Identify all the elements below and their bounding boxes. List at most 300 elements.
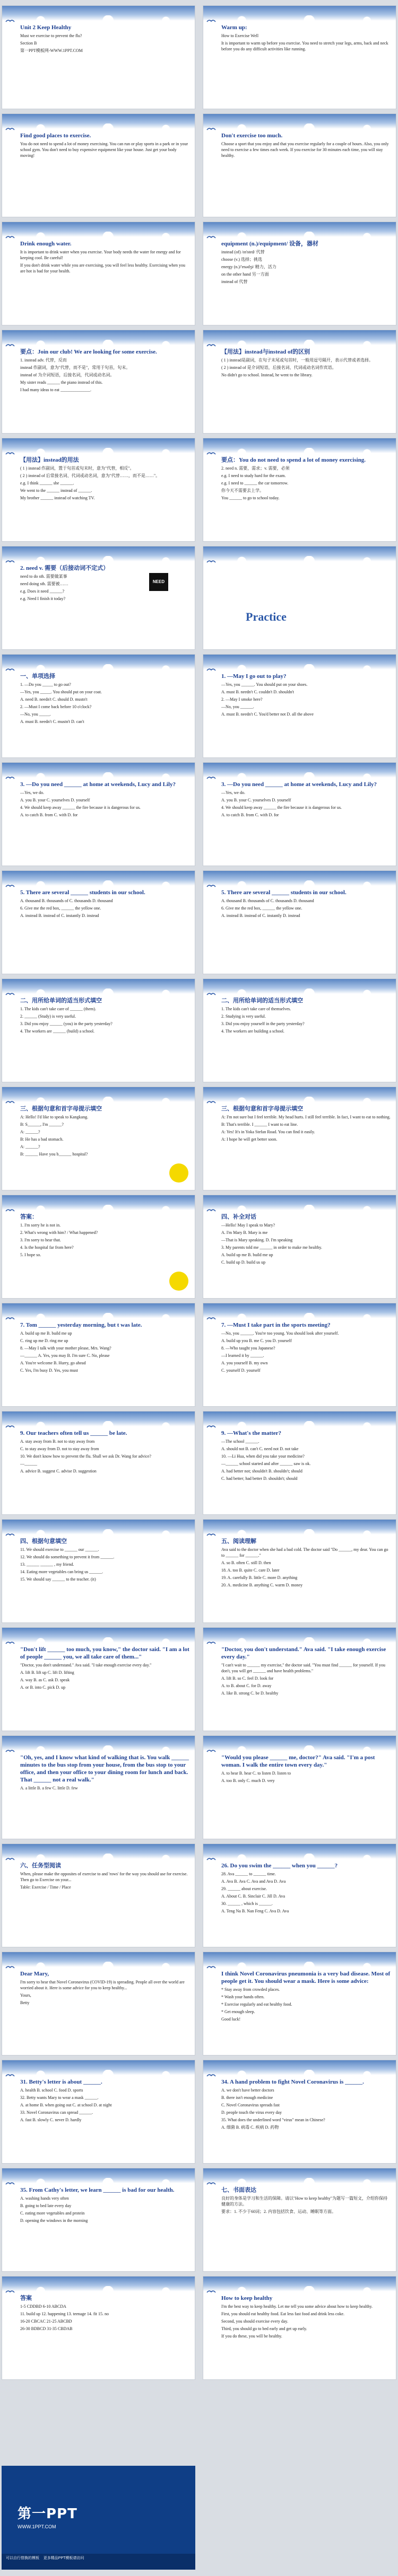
slide-text-line: A. lift B. lift up C. lift D. lifting	[20, 1670, 74, 1675]
bird-icon	[206, 1424, 216, 1430]
slide-body	[20, 1538, 189, 1619]
slide-text-line: C. Yes, I'm busy D. Yes, you must	[20, 1368, 78, 1373]
slide-sky-header	[2, 114, 195, 129]
slide-sky-header	[203, 979, 396, 994]
slide-thumbnail-18[interactable]	[203, 870, 396, 974]
slide-text-line: 第一PPT模板网-WWW.1PPT.COM	[20, 48, 83, 53]
slide-thumbnail-25[interactable]	[2, 1303, 195, 1407]
slide-text-line: A. way B. as C. ask D. speak	[20, 1678, 70, 1682]
slide-heading: "Oh, yes, and I know what kind of walking that is. You walk ______ minutes to the bus stop from your house, from the bus stop to your office, and then your office to your dining room for lunch and back. That ______ not a real walk."	[20, 1754, 189, 1783]
bird-icon	[5, 775, 15, 781]
slide-thumbnail-43[interactable]	[2, 2276, 195, 2380]
slide-sky-header	[203, 1303, 396, 1318]
slide-body	[221, 1213, 391, 1295]
slide-body	[20, 456, 189, 538]
slide-text-line: —Yes, we do.	[221, 790, 245, 795]
slide-text-line: A. fast B. slowly C. never D. hardly	[20, 2118, 82, 2122]
slide-text-line: Choose a sport that you enjoy and that you exercise regularly for a couple of hours. Also, you only need to exercise a few times each week. If you exercise for 30 minutes each time, you will stay healthy.	[221, 142, 389, 158]
slide-text-line: B: S______, I'm ______?	[20, 1122, 64, 1127]
slide-text-line: B: That's terrible. I ______ I want to eat line.	[221, 1122, 298, 1127]
slide-text-line: 2. ______ (Study) is very useful.	[20, 1014, 76, 1019]
slide-text-line: 4. The workers are ______ (build) a school.	[20, 1029, 95, 1034]
slide-text-line: 32. Betty wants Mary to wear a mask ______.	[20, 2095, 99, 2100]
slide-text-line: A. About C. B. Sinclair C. Jill D. Ava	[221, 1894, 285, 1899]
slide-text-line: 6. Give me the red box, ______ the yellow one.	[20, 906, 101, 911]
slide-thumbnail-40[interactable]	[203, 2060, 396, 2164]
slide-text-line: "I can't wait to ______ my exercise," the doctor said. "You must find ______ for yourself. If you don't, you will get ______ and have health problems."	[221, 1663, 386, 1673]
slide-text-line: 3. I'm sorry to hear that.	[20, 1238, 61, 1242]
slide-text-line: 1. The kids can't take care of themselves.	[221, 1007, 291, 1011]
slide-text-line: A: I hope he will get better soon.	[221, 1137, 278, 1142]
slide-thumbnail-41[interactable]	[2, 2168, 195, 2272]
slide-sky-header	[2, 2277, 195, 2291]
slide-text-line: Ava said to the doctor when she had a bad cold. The doctor said "Do ______, my dear. You can go to ______ for ______."	[221, 1547, 388, 1558]
slide-text-line: A. You're welcome B. Hurry, go ahead	[20, 1361, 86, 1365]
slide-heading: Warm up:	[221, 24, 247, 31]
slide-text-line: My sister reads ______ the piano instead of this.	[20, 380, 103, 385]
slide-text-line: —Yes, we do.	[20, 790, 44, 795]
slide-text-line: D. opening the windows in the morning	[20, 2218, 88, 2223]
slide-text-line: A. to hear B. hear C. to listen D. listen to	[221, 1771, 291, 1776]
slide-heading: 3. —Do you need ______ at home at weekends, Lucy and Lily?	[221, 781, 377, 788]
slide-text-line: instead 作副词，意为"代替，而不是"，常用于句首，句末。	[20, 365, 131, 370]
slide-heading: "Doctor, you don't understand." Ava said. "I take enough exercise every day."	[221, 1646, 386, 1660]
slide-text-line: A. build up you B. me C. you D. yourself	[221, 1338, 292, 1343]
slide-text-line: on the other hand 另一方面	[221, 272, 269, 277]
slide-thumbnail-38[interactable]	[203, 1952, 396, 2055]
slide-text-line: 2. —Must I come back before 10 o'clock?	[20, 704, 92, 709]
slide-thumbnail-4[interactable]	[203, 113, 396, 217]
slide-sky-header	[203, 438, 396, 453]
bird-icon	[5, 1316, 15, 1321]
slide-thumbnail-7[interactable]	[2, 330, 195, 434]
need-image: NEED	[149, 573, 168, 591]
bird-icon	[5, 2181, 15, 2186]
slide-text-line: 29. ______ about exercise.	[221, 1886, 267, 1891]
slide-heading: 5. There are several ______ students in our school.	[20, 889, 145, 896]
slide-thumbnail-2[interactable]	[203, 5, 396, 109]
slide-text-line: It is important to warm up before you exercise. You need to stretch your legs, arms, back and neck before you do any difficult activities like running.	[221, 41, 388, 51]
slide-sky-header	[2, 871, 195, 886]
slide-heading: 二、用所给单词的适当形式填空	[20, 998, 102, 1004]
slide-body	[221, 240, 391, 322]
bird-icon	[206, 1640, 216, 1646]
bird-icon	[5, 884, 15, 889]
bird-icon	[5, 19, 15, 24]
slide-text-line: A. to B. about C. for D. away	[221, 1683, 272, 1688]
bird-icon	[5, 559, 15, 564]
slide-body	[221, 1430, 391, 1511]
slide-thumbnail-14[interactable]	[203, 654, 396, 758]
slide-sky-header	[2, 1303, 195, 1318]
slide-text-line: A. to catch B. from C. with D. for	[20, 813, 78, 817]
slide-text-line: We went to the ______ instead of ______.	[20, 488, 92, 493]
bird-icon	[5, 1532, 15, 1538]
slide-thumbnail-44[interactable]	[203, 2276, 396, 2380]
slide-text-line: A. lift B. so C. feel D. look for	[221, 1676, 274, 1681]
slide-text-line: I had many ideas to eat ______________.	[20, 387, 91, 392]
slide-sky-header	[203, 546, 396, 561]
slide-text-line: 1. The kids can't take care of ______ (them).	[20, 1007, 97, 1011]
slide-body	[20, 24, 189, 105]
slide-text-line: B: He has a bad stomach.	[20, 1137, 64, 1142]
slide-text-line: A. you B. your C. yourselves D. yourself	[20, 798, 90, 802]
slide-thumbnail-22[interactable]	[203, 1087, 396, 1190]
slide-sky-header	[203, 2168, 396, 2183]
slide-sky-header	[2, 1520, 195, 1534]
slide-sky-header	[203, 1952, 396, 1967]
slide-text-line: 19. A. carefully B. little C. more D. anything	[221, 1575, 298, 1580]
slide-body	[221, 2078, 391, 2160]
slide-text-line: 11. We should exercise to ______ our ______.	[20, 1547, 99, 1552]
slide-text-line: A. stay away from B. not to stay away from	[20, 1439, 95, 1444]
slide-text-line: 18. A. too B. quite C. care D. later	[221, 1568, 280, 1573]
bird-icon	[206, 992, 216, 997]
slide-body	[221, 997, 391, 1079]
slide-text-line: Yours,	[20, 1993, 31, 1998]
slide-text-line: A. instead B. instead of C. instantly D. instead	[20, 913, 99, 918]
cartoon-face-icon	[169, 1272, 188, 1291]
slide-thumbnail-29[interactable]	[2, 1519, 195, 1623]
slide-text-line: 6. Give me the red box, ______ the yellow one.	[221, 906, 302, 911]
slide-sky-header	[2, 979, 195, 994]
slide-thumbnail-30[interactable]	[203, 1519, 396, 1623]
slide-sky-header	[203, 1195, 396, 1210]
slide-text-line: 8. —Who taught you Japanese?	[221, 1346, 275, 1351]
slide-body	[20, 997, 189, 1079]
slide-body	[221, 348, 391, 430]
slide-body	[20, 1754, 189, 1836]
footer-bar-right: 更多精品PPT模板请访问	[43, 2556, 84, 2560]
slide-sky-header	[2, 330, 195, 345]
slide-text-line: A. you B. your C. yourselves D. yourself	[221, 798, 291, 802]
slide-thumbnail-31[interactable]	[2, 1627, 195, 1731]
slide-heading: 【用法】instead的用法	[20, 457, 79, 463]
slide-sky-header	[203, 2277, 396, 2291]
slide-text-line: 10. We don't know how to prevent the flu. Shall we ask Dr. Wang for advice?	[20, 1454, 151, 1459]
slide-sky-header	[203, 222, 396, 237]
slide-thumbnail-32[interactable]	[203, 1627, 396, 1731]
slide-thumbnail-24[interactable]	[203, 1195, 396, 1299]
bird-icon	[5, 1424, 15, 1430]
bird-icon	[206, 1965, 216, 1970]
slide-sky-header	[203, 1520, 396, 1534]
slide-heading: 1. —May I go out to play?	[221, 673, 287, 680]
slide-text-line: 1. —Do you _____ to go out?	[20, 682, 71, 687]
slide-heading: 35. From Cathy's letter, we learn ______ is bad for our health.	[20, 2187, 175, 2193]
slide-thumbnail-16[interactable]	[203, 762, 396, 866]
slide-sky-header	[2, 1195, 195, 1210]
slide-body	[221, 1970, 391, 2052]
slide-thumbnail-23[interactable]	[2, 1195, 195, 1299]
slide-text-line: Third, you should go to bed early and get up early.	[221, 2326, 307, 2331]
slide-sky-header	[2, 1952, 195, 1967]
bird-icon	[206, 19, 216, 24]
slide-text-line: First, you should eat healthy food. Eat less fast food and drink less coke.	[221, 2312, 344, 2316]
slide-heading: 要点：Join our club! We are looking for some exercise.	[20, 349, 157, 355]
slide-heading: 7. Tom ______ yesterday morning, but t was late.	[20, 1322, 142, 1328]
slide-body	[20, 348, 189, 430]
slide-body	[221, 1754, 391, 1836]
slide-thumbnail-33[interactable]	[2, 1735, 195, 1839]
slide-thumbnail-39[interactable]	[2, 2060, 195, 2164]
slide-text-line: ( 2 ) instead of 是介词短语，后接名词、代词或动名词作宾语。	[221, 365, 336, 370]
slide-body	[20, 2078, 189, 2160]
slide-text-line: 4. Is the hospital far from here?	[20, 1245, 74, 1250]
slide-body	[221, 456, 391, 538]
slide-text-line: A. 细菌 B. 病毒 C. 疾病 D. 药物	[221, 2125, 279, 2130]
slide-text-line: A. thousand B. thousands of C. thousands D. thousand	[221, 898, 314, 903]
bird-icon	[5, 2289, 15, 2295]
slide-thumbnail-20[interactable]	[203, 978, 396, 1082]
slide-text-line: You ______ to go to school today.	[221, 496, 280, 500]
slide-text-line: 4. The workers are building a school.	[221, 1029, 284, 1034]
slide-sky-header	[2, 1736, 195, 1751]
slide-heading: "Don't lift ______ too much, you know," the doctor said. "I am a lot of people ______ you, we all take care of them..."	[20, 1646, 189, 1660]
slide-text-line: A. must B. needn't C. You'd better not D. all the above	[221, 712, 314, 717]
slide-sky-header	[203, 114, 396, 129]
slide-thumbnail-8[interactable]	[203, 330, 396, 434]
slide-thumbnail-17[interactable]	[2, 870, 195, 974]
bird-icon	[206, 1316, 216, 1321]
slide-text-line: A. Ava B. Ava C. Ava and Ava D. Ava	[221, 1879, 286, 1884]
bird-icon	[5, 343, 15, 348]
slide-text-line: —The school ______.	[221, 1439, 259, 1444]
slide-text-line: e.g. Does it need ______?	[20, 589, 65, 594]
bird-icon	[206, 1100, 216, 1105]
slide-body	[20, 1213, 189, 1295]
slide-heading: 要点：You do not need to spend a lot of money exercising.	[221, 457, 366, 463]
bird-icon	[206, 2073, 216, 2078]
slide-text-line: A. thousand B. thousands of C. thousands D. thousand	[20, 898, 113, 903]
slide-text-line: 12. We should do something to prevent it from ______.	[20, 1555, 115, 1559]
slide-heading: Unit 2 Keep Healthy	[20, 24, 72, 31]
practice-title: Practice	[246, 610, 287, 623]
bird-icon	[5, 1208, 15, 1213]
slide-text-line: 1. I'm sorry he is not in.	[20, 1223, 61, 1228]
slide-thumbnail-27[interactable]	[2, 1411, 195, 1515]
slide-thumbnail-5[interactable]	[2, 222, 195, 325]
slide-body	[221, 2295, 391, 2376]
bird-icon	[206, 667, 216, 673]
slide-text-line: A: ______?	[20, 1130, 40, 1134]
slide-text-line: 20. A. medicine B. anything C. warm D. money	[221, 1583, 303, 1587]
slide-text-line: —That is Mary speaking. D. I'm speaking	[221, 1238, 293, 1242]
slide-text-line: —______ school started and after ______ saw is ok.	[221, 1461, 311, 1466]
slide-thumbnail-36[interactable]	[203, 1843, 396, 1947]
slide-text-line: A. too B. only C. much D. very	[221, 1778, 275, 1783]
slide-thumbnail-13[interactable]	[2, 654, 195, 758]
slide-thumbnail-10[interactable]	[203, 438, 396, 542]
slide-heading: Drink enough water.	[20, 241, 72, 247]
footer-bar	[2, 2554, 195, 2570]
footer-panel	[2, 2466, 195, 2570]
bird-icon	[206, 1532, 216, 1538]
slide-heading: equipment (n.)/equipment/ 设备，器材	[221, 241, 319, 247]
slide-text-line: "Doctor, you don't understand." Ava said. "I take enough exercise every day."	[20, 1663, 152, 1668]
bird-icon	[206, 1749, 216, 1754]
slide-text-line: —Yes, you ______. You should put on your shoes.	[221, 682, 308, 687]
slide-text-line: * Stay away from crowded places.	[221, 1987, 280, 1992]
slide-text-line: A: I'm not sure but I feel terrible. My head hurts. I still feel terrible. In fact, I want to eat to nothing.	[221, 1115, 391, 1119]
slide-text-line: ( 1 ) instead 作副词，置于句首或句末时，意为"代替，相反"。	[20, 466, 134, 471]
slide-heading: 三、根据句意和首字母提示填空	[221, 1106, 303, 1112]
footer-url[interactable]: WWW.1PPT.COM	[18, 2524, 56, 2529]
slide-thumbnail-26[interactable]	[203, 1303, 396, 1407]
slide-text-line: 14. Eating more vegetables can bring us ______.	[20, 1569, 103, 1574]
slide-thumbnail-37[interactable]	[2, 1952, 195, 2055]
bird-icon	[5, 127, 15, 132]
slide-text-line: A: Yes! It's in Yoka Stefan Road. You can find it easily.	[221, 1130, 315, 1134]
slide-body	[221, 1862, 391, 1944]
slide-text-line: ( 2 ) instead of 后常接名词、代词或动名词，意为"代替……，而不是……"。	[20, 473, 160, 478]
footer-logo: 第一PPT	[18, 2506, 77, 2522]
bird-icon	[206, 2289, 216, 2295]
slide-text-line: —I learned it by ______.	[221, 1353, 264, 1358]
slide-sky-header	[2, 1087, 195, 1102]
bird-icon	[206, 775, 216, 781]
slide-body	[20, 889, 189, 971]
slide-text-line: 35. What does the underlined word "virus" mean in Chinese?	[221, 2118, 325, 2122]
slide-text-line: A. we don't have better doctors	[221, 2088, 274, 2093]
slide-text-line: 4. We should keep away ______ the fire because it is dangerous for us.	[20, 805, 141, 810]
slide-heading: 9. Our teachers often tell us ______ be late.	[20, 1430, 127, 1436]
slide-sky-header	[203, 330, 396, 345]
slide-text-line: C. ring up me D. ring me up	[20, 1338, 68, 1343]
slide-text-line: A. must B. needn't C. mustn't D. can't	[20, 719, 84, 724]
bird-icon	[5, 1965, 15, 1970]
slide-sky-header	[2, 546, 195, 561]
slide-text-line: A. a little B. a few C. little D. few	[20, 1786, 78, 1790]
slide-sky-header	[203, 1736, 396, 1751]
slide-heading: 【用法】instead与instead of的区别	[221, 349, 310, 355]
slide-body	[221, 1538, 391, 1619]
slide-heading: 2. need v. 需要（后接动词不定式）	[20, 565, 109, 571]
slide-text-line: * Wash your hands often.	[221, 1995, 265, 1999]
slide-thumbnail-19[interactable]	[2, 978, 195, 1082]
slide-text-line: 4. We should keep away ______ the fire because it is dangerous for us.	[221, 805, 342, 810]
slide-text-line: A. instead B. instead of C. instantly D. instead	[221, 913, 300, 918]
slide-text-line: 1. instead adv. 代替，反而	[20, 358, 67, 363]
slide-text-line: A. need B. needn't C. should D. mustn't	[20, 697, 88, 702]
bird-icon	[206, 451, 216, 456]
slide-text-line: A. should not B. can't C. need not D. not take	[221, 1446, 299, 1451]
slide-thumbnail-15[interactable]	[2, 762, 195, 866]
slide-text-line: A. build up me B. build me up	[20, 1331, 72, 1336]
slide-text-line: How to Exercise Well	[221, 33, 259, 38]
slide-thumbnail-6[interactable]	[203, 222, 396, 325]
slide-text-line: A. to catch B. from C. with D. for	[221, 813, 279, 817]
slide-text-line: I'm the best way to keep healthy. Let me tell you some advice about how to keep healthy.	[221, 2304, 373, 2309]
slide-text-line: C. eating more vegetables and protein	[20, 2211, 85, 2216]
slide-thumbnail-42[interactable]	[203, 2168, 396, 2272]
slide-text-line: —______ A. Yes, you may B. I'm sure C. No, please	[20, 1353, 110, 1358]
slide-thumbnail-35[interactable]	[2, 1843, 195, 1947]
slide-text-line: 要求：1. 不少于60词；2. 内容包括饮食、运动、睡眠等方面。	[221, 2209, 336, 2214]
slide-body	[221, 132, 391, 214]
slide-text-line: 2. need n. 需要，需求；v. 需要，必须	[221, 466, 290, 471]
bird-icon	[5, 1640, 15, 1646]
slide-body	[221, 24, 391, 105]
slide-text-line: C. to stay away from D. not to stay away from	[20, 1446, 99, 1451]
slide-sky-header	[2, 438, 195, 453]
slide-thumbnail-11[interactable]	[2, 546, 195, 650]
slide-text-line: A. so B. often C. still D. then	[221, 1560, 271, 1565]
bird-icon	[5, 992, 15, 997]
slide-heading: 五、阅读理解	[221, 1538, 256, 1545]
slide-text-line: choose (v.) 选择；挑选	[221, 257, 263, 262]
slide-sky-header	[203, 763, 396, 778]
slide-thumbnail-3[interactable]	[2, 113, 195, 217]
slide-body	[221, 1321, 391, 1403]
slide-heading: 一、单项选择	[20, 673, 55, 680]
slide-thumbnail-34[interactable]	[203, 1735, 396, 1839]
slide-body	[20, 2186, 189, 2268]
slide-text-line: 2. Studying is very useful.	[221, 1014, 266, 1019]
slide-sky-header	[2, 1628, 195, 1643]
slide-text-line: A. I'm Mary B. Mary is me	[221, 1230, 268, 1235]
slide-text-line: No didn't go to school. Instead, he went to the library.	[221, 373, 313, 377]
slide-text-line: B. there isn't enough medicine	[221, 2095, 273, 2100]
slide-text-line: —Yes, you _____. You should put on your coat.	[20, 690, 102, 694]
slide-text-line: C. Novel Coronavirus spreads fast	[221, 2103, 280, 2107]
slide-body	[221, 2186, 391, 2268]
bird-icon	[206, 884, 216, 889]
slide-text-line: 16-20 CBCAC 21-25 ABCBD	[20, 2319, 72, 2324]
slide-text-line: A. had better not; shouldn't B. shouldn't; should	[221, 1469, 302, 1474]
slide-text-line: * Exercise regularly and eat healthy food.	[221, 2002, 292, 2007]
slide-text-line: 8. —May I talk with your mother please, Mrs. Wang?	[20, 1346, 111, 1351]
slide-text-line: A: Hello! I'd like to speak to Kangkang.	[20, 1115, 89, 1119]
slide-text-line: D. people touch the virus every day	[221, 2110, 282, 2115]
slide-body	[221, 1646, 391, 1727]
bird-icon	[5, 235, 15, 240]
slide-text-line: —No, you _____.	[20, 712, 51, 717]
slide-heading: Don't exercise too much.	[221, 133, 283, 139]
slide-text-line: A. build up me B. build me up	[221, 1252, 273, 1257]
slide-heading: 六、任务型阅读	[20, 1863, 61, 1869]
slide-text-line: C. had better; had better D. shouldn't; should	[221, 1476, 298, 1481]
slide-text-line: instead of 代替	[221, 279, 248, 284]
slide-text-line: 15. We should say ______ to the teacher. (it)	[20, 1577, 96, 1582]
slide-heading: 四、根据句意填空	[20, 1538, 67, 1545]
slide-text-line: If you don't drink water while you are exercising, you will feel less healthy. Exercising when you are hot is bad for your health.	[20, 263, 186, 274]
slide-text-line: C. yourself D. yourself	[221, 1368, 261, 1373]
slide-text-line: energy (n.)/'enədʒi/ 精力，活力	[221, 264, 276, 269]
slide-body	[20, 673, 189, 754]
slide-text-line: e.g. I need to study hard for the exam.	[221, 473, 286, 478]
slide-heading: How to keep healthy	[221, 2295, 273, 2301]
slide-heading: 34. A hand problem to fight Novel Coronavirus is ______.	[221, 2079, 364, 2085]
slide-thumbnail-28[interactable]	[203, 1411, 396, 1515]
slide-thumbnail-1[interactable]	[2, 5, 195, 109]
slide-sky-header	[203, 6, 396, 21]
slide-thumbnail-12[interactable]	[203, 546, 396, 650]
slide-text-line: A. advice B. suggest C. advise D. suggestion	[20, 1469, 97, 1474]
slide-text-line: 3. My parents told me ______ in order to make me healthy.	[221, 1245, 322, 1250]
slide-text-line: 1-5 CDDBD 6-10 ABCDA	[20, 2304, 66, 2309]
slide-heading: Find good places to exercise.	[20, 133, 91, 139]
bird-icon	[206, 559, 216, 564]
slide-text-line: B. going to bed late every day	[20, 2203, 72, 2208]
slide-heading: 26. Do you swim the ______ when you ______?	[221, 1863, 338, 1869]
slide-text-line: Betty	[20, 2000, 30, 2005]
slide-thumbnail-9[interactable]	[2, 438, 195, 542]
slide-text-line: 28. Ava ______ to ______ time.	[221, 1872, 276, 1876]
slide-sky-header	[203, 1411, 396, 1426]
slide-heading: "Would you please ______ me, doctor?" Ava said. "I'm a post woman. I walk the entire town every day."	[221, 1754, 375, 1768]
slide-thumbnail-21[interactable]	[2, 1087, 195, 1190]
